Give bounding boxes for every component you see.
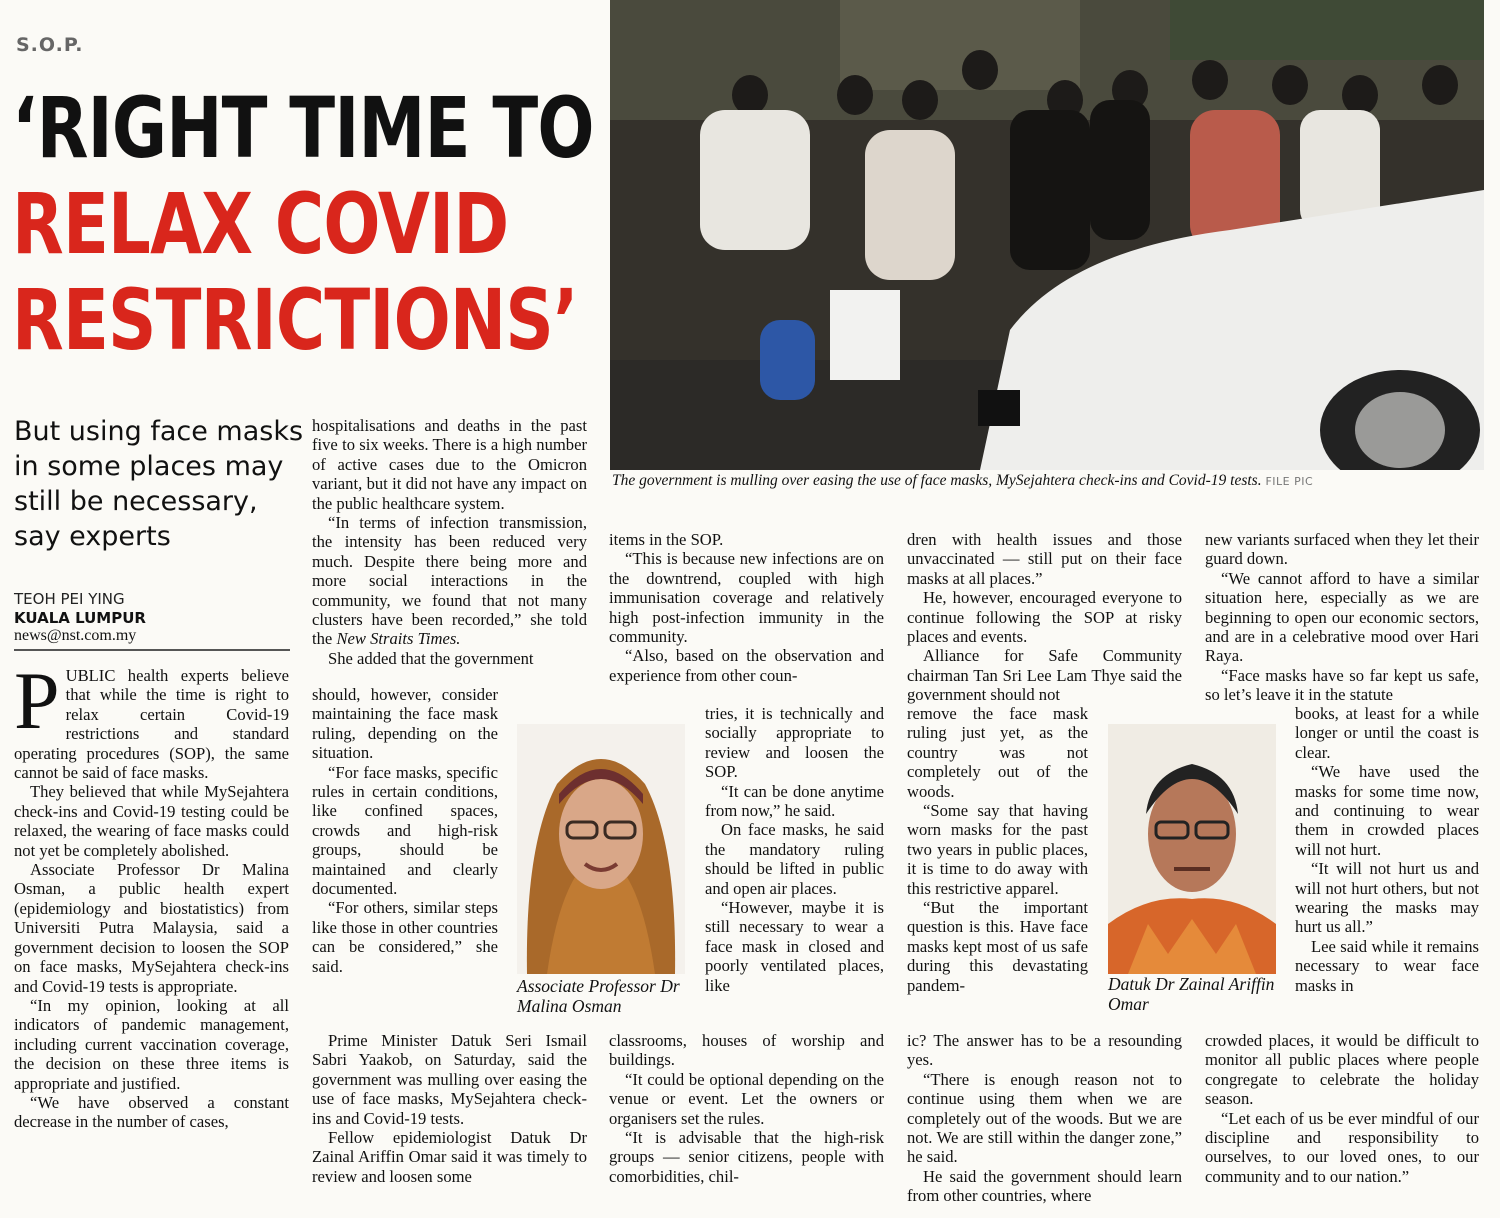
paragraph: “We cannot afford to have a similar situation here, especially as we are beginning to open our economic sectors, and are in a celebrative mood over Hari Raya. xyxy=(1205,568,1479,666)
paragraph: items in the SOP. xyxy=(609,530,724,549)
paragraph: “For others, similar steps like those in other countries can be considered,” she said. xyxy=(312,898,498,976)
portrait-caption-zainal: Datuk Dr Zainal Ariffin Omar xyxy=(1108,974,1275,1014)
body-column-3-middle xyxy=(705,704,884,995)
paragraph: “But the important question is this. Have face masks kept most of us safe during this devastating pandem- xyxy=(907,898,1088,995)
body-column-2-top xyxy=(312,416,587,668)
body-column-3-top xyxy=(609,530,884,685)
paragraph: hospitalisations and deaths in the past five to six weeks. There is a high number of active cases due to the Omicron variant, but it did not have any impact on the public healthcare system. xyxy=(312,416,587,513)
photo-caption xyxy=(612,471,1482,491)
paragraph: “For face masks, specific rules in certain conditions, like confined spaces, crowds and high-risk groups, should be maintained and clearly documented. xyxy=(312,762,498,899)
crowd-photo-illustration xyxy=(610,0,1484,470)
paragraph: ic? The answer has to be a resounding yes. xyxy=(907,1031,1182,1070)
paragraph: “In my opinion, looking at all indicators of pandemic management, including current vaccination coverage, the decision on these three items is appropriate and justified. xyxy=(14,995,289,1093)
paragraph: remove the face mask ruling just yet, as the country was not completely out of the woods. xyxy=(907,704,1088,801)
paragraph: books, at least for a while longer or until the coast is clear. xyxy=(1295,704,1479,762)
standfirst: But using face masks in some places may still be necessary, say experts xyxy=(14,416,304,552)
photo-credit: FILE PIC xyxy=(1265,475,1314,488)
paragraph: “We have used the masks for some time now, and continuing to wear them in crowded places will not hurt. xyxy=(1295,762,1479,859)
portrait-zainal-ariffin-omar xyxy=(1108,724,1276,974)
paragraph: “This is because new infections are on the downtrend, coupled with high immunisation coverage and relatively high post-infection immunity in the community. xyxy=(609,549,884,647)
paragraph: He said the government should learn from other countries, where xyxy=(907,1166,1182,1206)
paragraph: “It can be done anytime from now,” he said. xyxy=(705,781,884,821)
paragraph: “There is enough reason not to continue using them when we are completely out of the woods. But we are not. We are still within the danger zone,” he said. xyxy=(907,1069,1182,1167)
paragraph: “However, maybe it is still necessary to wear a face mask in closed and poorly ventilated places, like xyxy=(705,898,884,995)
publication-name: New Straits Times. xyxy=(336,629,461,649)
portrait-malina-osman xyxy=(517,724,685,974)
body-column-2-middle xyxy=(312,685,498,976)
body-column-4-top xyxy=(907,530,1182,705)
paragraph: new variants surfaced when they let their guard down. xyxy=(1205,530,1479,569)
byline-author: TEOH PEI YING xyxy=(14,590,125,608)
paragraph: “It will not hurt us and will not hurt others, but not wearing the masks may hurt us all.” xyxy=(1295,859,1479,937)
paragraph: She added that the government xyxy=(328,648,534,668)
paragraph: “We have observed a constant decrease in the number of cases, xyxy=(14,1092,289,1132)
headline-line-3: RESTRICTIONS’ xyxy=(12,271,578,369)
portrait-zainal-image xyxy=(1108,724,1276,974)
byline-divider xyxy=(14,649,290,651)
paragraph: “It is advisable that the high-risk groups — senior citizens, people with comorbidities, chil- xyxy=(609,1128,884,1186)
body-column-5-middle xyxy=(1295,704,1479,995)
body-column-3-bottom xyxy=(609,1031,884,1186)
byline-place: KUALA LUMPUR xyxy=(14,608,146,627)
byline xyxy=(14,590,294,646)
paragraph: Prime Minister Datuk Seri Ismail Sabri Yaakob, on Saturday, said the government was mulling over easing the use of face masks, MySejahtera check-ins and Covid-19 tests. xyxy=(312,1031,587,1128)
portrait-caption-malina: Associate Professor Dr Malina Osman xyxy=(517,976,680,1016)
paragraph xyxy=(312,513,587,649)
paragraph: dren with health issues and those unvaccinated — still put on their face masks at all places.” xyxy=(907,530,1182,588)
paragraph: classrooms, houses of worship and buildings. xyxy=(609,1031,884,1070)
paragraph: crowded places, it would be difficult to monitor all public places where people congregate to celebrate the holiday season. xyxy=(1205,1031,1479,1109)
lead-paragraph xyxy=(14,655,289,783)
byline-email: news@nst.com.my xyxy=(14,627,137,644)
paragraph: “Also, based on the observation and experience from other coun- xyxy=(609,646,884,685)
paragraph: Fellow epidemiologist Datuk Dr Zainal Ariffin Omar said it was timely to review and loosen some xyxy=(312,1128,587,1186)
photo-caption-text: The government is mulling over easing the use of face masks, MySejahtera check-ins and Covid-19 tests. xyxy=(612,472,1262,489)
paragraph: Alliance for Safe Community chairman Tan Sri Lee Lam Thye said the government should not xyxy=(907,646,1182,705)
body-column-1 xyxy=(14,655,289,1132)
paragraph: Lee said while it remains necessary to wear face masks in xyxy=(1295,936,1479,995)
paragraph: They believed that while MySejahtera check-ins and Covid-19 testing could be relaxed, the wearing of face masks could not yet be completely abolished. xyxy=(14,782,289,860)
paragraph: He, however, encouraged everyone to continue following the SOP at risky places and events. xyxy=(907,588,1182,647)
body-column-4-bottom xyxy=(907,1031,1182,1206)
headline-line-2: RELAX COVID xyxy=(12,175,509,273)
drop-cap: P xyxy=(14,655,60,746)
news-photo xyxy=(610,0,1484,470)
headline-line-1: ‘RIGHT TIME TO xyxy=(12,79,594,177)
paragraph: tries, it is technically and socially appropriate to review and loosen the SOP. xyxy=(705,704,884,782)
lead-paragraph-text: UBLIC health experts believe that while the time is right to relax certain Covid-19 restrictions and standard operating procedures (SOP), the same cannot be said of face masks. xyxy=(14,666,289,783)
body-column-5-top xyxy=(1205,530,1479,705)
body-column-4-middle xyxy=(907,704,1088,995)
body-column-5-bottom xyxy=(1205,1031,1479,1186)
section-tag: S.O.P. xyxy=(16,34,84,56)
paragraph: should, however, consider maintaining the face mask ruling, depending on the situation. xyxy=(312,685,498,763)
paragraph: On face masks, he said the mandatory ruling should be lifted in public and open air places. xyxy=(705,820,884,898)
paragraph-text: “In terms of infection transmission, the intensity has been reduced very much. Despite there being more and more social interactions in the community, we found that not many clusters have been recorded,” she told the xyxy=(312,513,587,649)
paragraph: Associate Professor Dr Malina Osman, a public health expert (epidemiology and biostatistics) from Universiti Putra Malaysia, said a government decision to loosen the SOP on face masks, MySejahtera check-ins and Covid-19 tests is appropriate. xyxy=(14,860,289,996)
body-column-2-bottom xyxy=(312,1031,587,1186)
paragraph: “Face masks have so far kept us safe, so let’s leave it in the statute xyxy=(1205,665,1479,705)
paragraph: “Some say that having worn masks for the past two years in public places, it is time to do away with this restrictive apparel. xyxy=(907,801,1088,898)
portrait-malina-image xyxy=(517,724,685,974)
headline xyxy=(12,79,594,369)
paragraph: “Let each of us be ever mindful of our discipline and responsibility to ourselves, to our loved ones, to our community and to our nation.” xyxy=(1205,1108,1479,1186)
paragraph: “It could be optional depending on the venue or event. Let the owners or organisers set the rules. xyxy=(609,1069,884,1128)
